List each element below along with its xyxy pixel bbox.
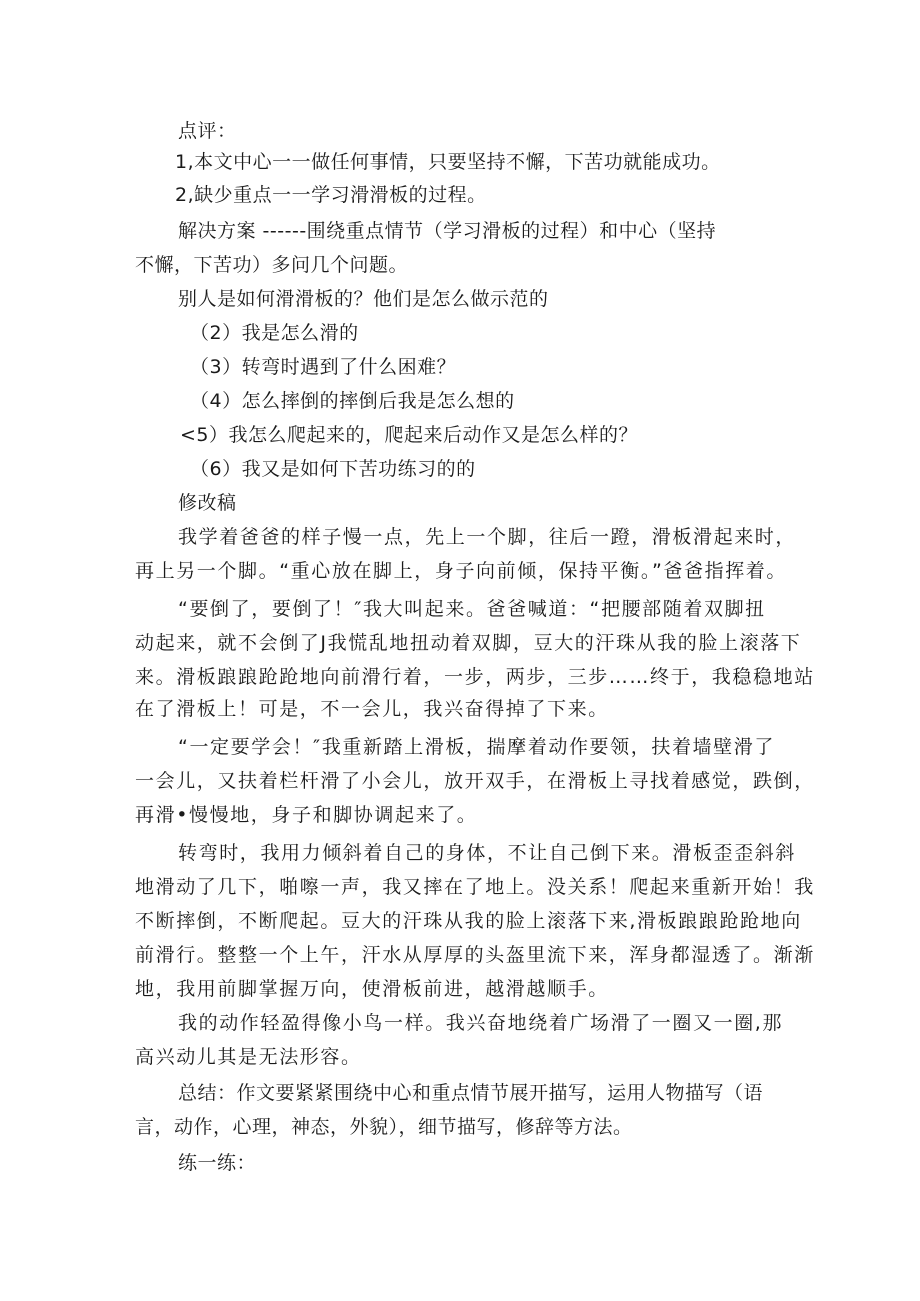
summary-line-2: 言，动作，心理，神态，外貌），细节描写，修辞等方法。 [135,1116,633,1138]
revision-line: 地滑动了几下，啪嚓一声，我又摔在了地上。没关系！爬起来重新开始！我 [135,876,815,898]
revision-line: 再上另一个脚。“重心放在脚上，身子向前倾，保持平衡。”爸爸指挥着。 [135,560,787,582]
solution-line-2: 不懈，下苦功）多问几个问题。 [135,254,409,276]
revision-line: 高兴动儿其是无法形容。 [135,1046,362,1068]
revision-line: “一定要学会！″我重新踏上滑板，揣摩着动作要领，扶着墙壁滑了 [178,736,775,758]
question-2: （2）我是怎么滑的 [190,322,359,344]
revision-line: 不断摔倒，不断爬起。豆大的汗珠从我的脸上滚落下来,滑板踉踉跄跄地向 [135,910,802,932]
revision-line: 我的动作轻盈得像小鸟一样。我兴奋地绕着广场滑了一圈又一圈,那 [178,1012,784,1034]
revision-line: 动起来，就不会倒了J我慌乱地扭动着双脚，豆大的汗珠从我的脸上滚落下 [135,632,802,654]
question-5: <5）我怎么爬起来的，爬起来后动作又是怎么样的？ [180,424,639,446]
practice-heading: 练一练： [178,1152,257,1174]
comment-point-1: 1,本文中心一一做任何事情，只要坚持不懈，下苦功就能成功。 [175,151,721,173]
comment-point-2: 2,缺少重点一一学习滑滑板的过程。 [175,184,487,206]
revision-line: “要倒了，要倒了！″我大叫起来。爸爸喊道：“把腰部随着双脚扭 [178,598,766,620]
revision-line: 在了滑板上！可是，不一会儿，我兴奋得掉了下来。 [135,698,609,720]
question-1: 别人是如何滑滑板的？他们是怎么做示范的 [178,288,549,310]
revision-line: 再滑•慢慢地，身子和脚协调起来了。 [135,804,478,826]
question-4: （4）怎么摔倒的摔倒后我是怎么想的 [190,390,515,412]
summary-line-1: 总结：作文要紧紧围绕中心和重点情节展开描写，运用人物描写（语 [178,1082,764,1104]
revision-line: 前滑行。整整一个上午，汗水从厚厚的头盔里流下来，浑身都湿透了。渐渐 [135,944,815,966]
revision-line: 我学着爸爸的样子慢一点，先上一个脚，往后一蹬，滑板滑起来时， [178,526,797,548]
revision-line: 转弯时，我用力倾斜着自己的身体，不让自己倒下来。滑板歪歪斜斜 [178,842,797,864]
revision-heading: 修改稿 [178,492,237,514]
revision-line: 来。滑板踉踉跄跄地向前滑行着，一步，两步，三步……终于，我稳稳地站 [135,666,815,688]
revision-line: 地，我用前脚掌握万向，使滑板前进，越滑越顺手。 [135,978,609,1000]
solution-line-1: 解决方案 ------围绕重点情节（学习滑板的过程）和中心（坚持 [178,220,717,242]
question-6: （6）我又是如何下苦功练习的的 [190,458,476,480]
comment-heading: 点评： [178,120,237,142]
revision-line: 一会儿，又扶着栏杆滑了小会儿，放开双手，在滑板上寻找着感觉，跌倒， [135,770,815,792]
question-3: （3）转弯时遇到了什么困难？ [190,356,457,378]
